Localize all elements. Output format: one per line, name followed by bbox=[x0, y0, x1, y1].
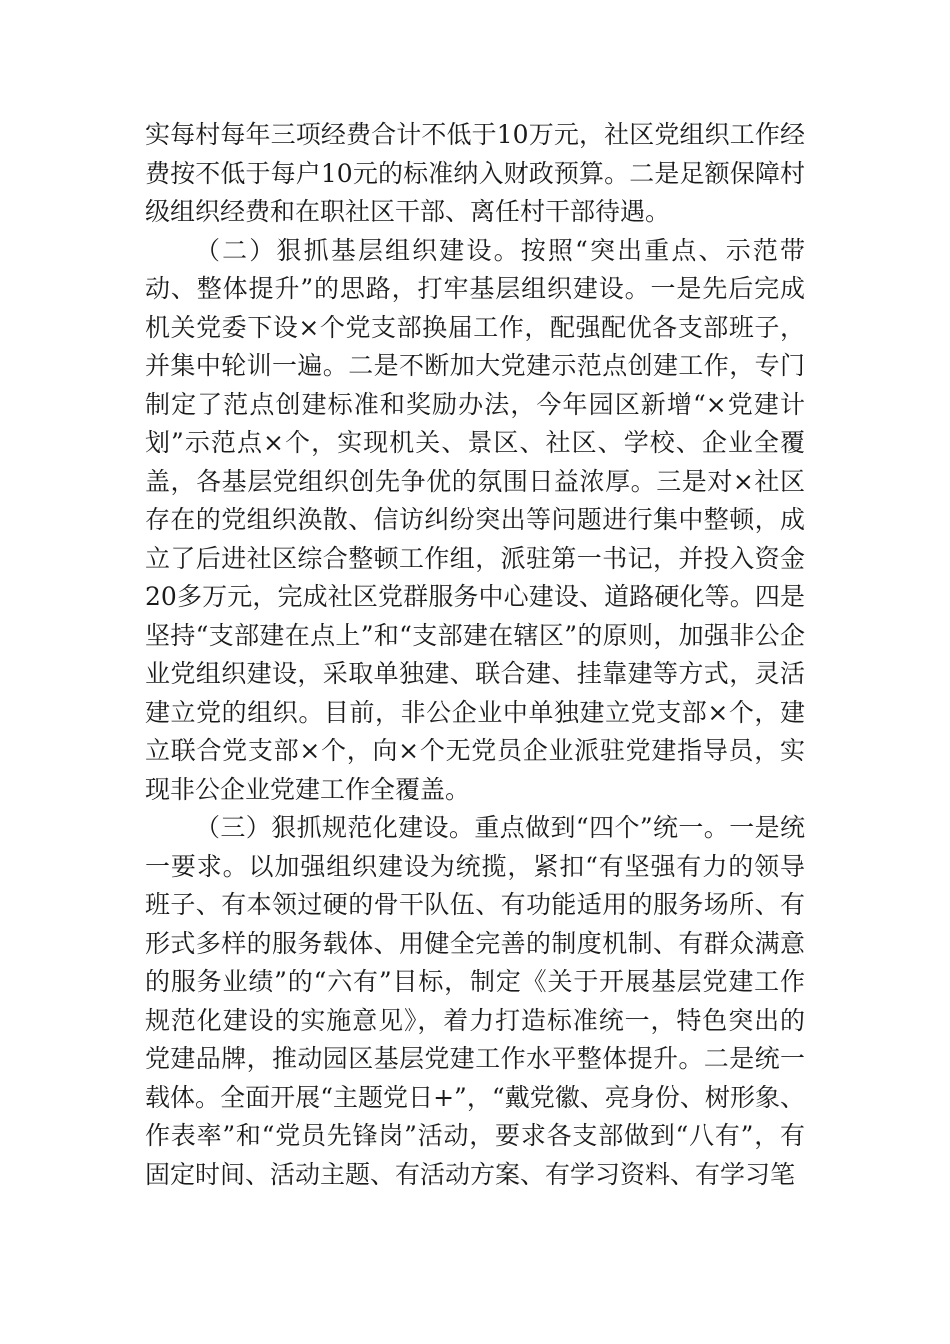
paragraph-continuation: 实每村每年三项经费合计不低于10万元，社区党组织工作经费按不低于每户10元的标准纳入财政预算。二是足额保障村级组织经费和在职社区干部、离任村干部待遇。 bbox=[145, 120, 805, 226]
document-body bbox=[145, 116, 805, 1194]
paragraph-standardization: （三）狠抓规范化建设。重点做到“四个”统一。一是统一要求。以加强组织建设为统揽，紧扣“有坚强有力的领导班子、有本领过硬的骨干队伍、有功能适用的服务场所、有形式多样的服务载体、用健全完善的制度机制、有群众满意的服务业绩”的“六有”目标，制定《关于开展基层党建工作规范化建设的实施意见》，着力打造标准统一，特色突出的党建品牌，推动园区基层党建工作水平整体提升。二是统一载体。全面开展“主题党日+”，“戴党徽、亮身份、树形象、作表率”和“党员先锋岗”活动，要求各支部做到“八有”，有固定时间、活动主题、有活动方案、有学习资料、有学习笔 bbox=[145, 813, 805, 1189]
paragraph-grassroots-organization: （二）狠抓基层组织建设。按照“突出重点、示范带动、整体提升”的思路，打牢基层组织建设。一是先后完成机关党委下设×个党支部换届工作，配强配优各支部班子，并集中轮训一遍。二是不断加大党建示范点创建工作，专门制定了范点创建标准和奖励办法，今年园区新增“×党建计划”示范点×个，实现机关、景区、社区、学校、企业全覆盖，各基层党组织创先争优的氛围日益浓厚。三是对×社区存在的党组织涣散、信访纠纷突出等问题进行集中整顿，成立了后进社区综合整顿工作组，派驻第一书记，并投入资金20多万元，完成社区党群服务中心建设、道路硬化等。四是坚持“支部建在点上”和“支部建在辖区”的原则，加强非公企业党组织建设，采取单独建、联合建、挂靠建等方式，灵活建立党的组织。目前，非公企业中单独建立党支部×个，建立联合党支部×个，向×个无党员企业派驻党建指导员，实现非公企业党建工作全覆盖。 bbox=[145, 235, 805, 804]
